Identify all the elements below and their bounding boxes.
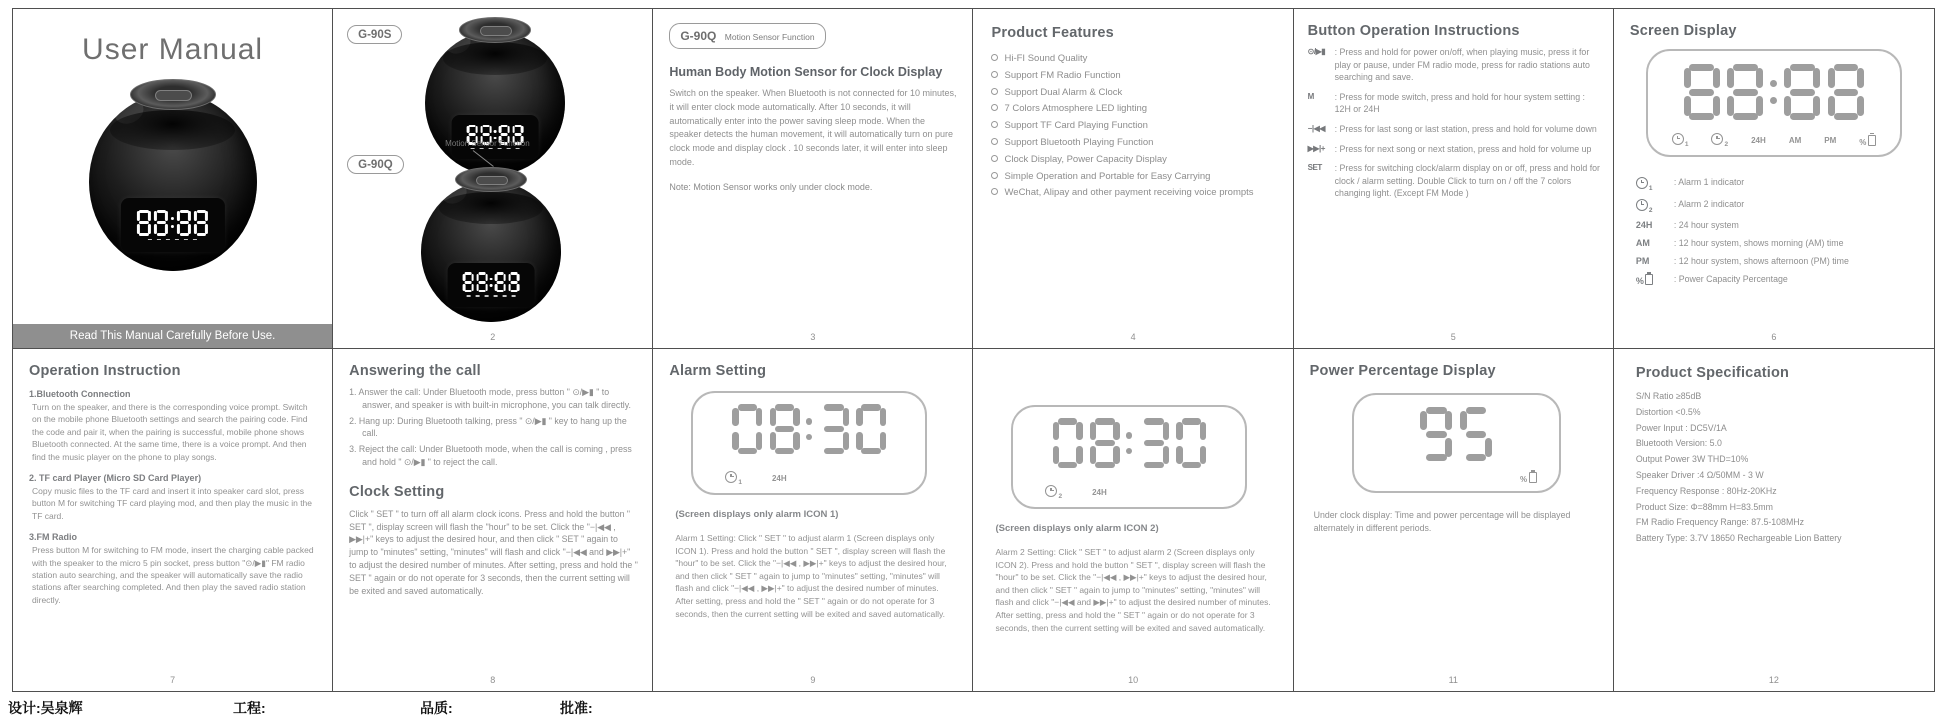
spec-row: Frequency Response : 80Hz-20KHz: [1635, 485, 1777, 496]
alarm1-indicator-icon: 1: [725, 471, 742, 486]
alarm1-body: Alarm 1 Setting: Click " SET " to adjust alarm 1 (Screen displays only ICON 1). Press and hold the button " SET ", display screen will flash the "hour" to be set. Click the "−|◀◀ , ▶▶|+" keys to adjust the desired hour, and then click " SET " again to jump to "minutes" setting, "minutes" will flash and click "−|◀◀ , ▶▶|+" to adjust the desired number of minutes. After setting, press and hold the " SET " again or do not operate for 3 seconds, then the current setting will be exited and saved automatically.: [675, 533, 947, 619]
alarm2-caption: (Screen displays only alarm ICON 2): [995, 523, 1159, 534]
speaker-top-ring: [459, 17, 531, 43]
lcd-alarm2-diagram: [1011, 405, 1247, 509]
motion-sensor-callout: Motion Sensor Function: [445, 139, 530, 148]
spec-row: Output Power 3W THD=10%: [1635, 454, 1749, 465]
24h-indicator: 24H: [1751, 136, 1766, 145]
motion-badge-text: Motion Sensor Function: [724, 32, 815, 42]
call-step: 3. Reject the call: Under Bluetooth mode, when the call is coming , press and hold " ⊙/▶▮ " to reject the call.: [349, 444, 632, 467]
spec-title: Product Specification: [1635, 365, 1790, 381]
page-number: 7: [170, 675, 176, 685]
page-number: 12: [1768, 675, 1779, 685]
speaker-indicator-ticks: [467, 295, 516, 297]
mode-button-icon: M: [1307, 91, 1314, 101]
spec-row: Battery Type: 3.7V 18650 Rechargeable Lion Battery: [1635, 533, 1842, 544]
page-number: 5: [1450, 332, 1456, 342]
spec-row: S/N Ratio ≥85dB: [1635, 391, 1702, 401]
cover-notice-band: [13, 324, 332, 348]
speaker-top-buttons: [476, 176, 507, 185]
cover-notice-text: Read This Manual Carefully Before Use.: [69, 330, 276, 342]
speaker-photo-g90q: [421, 167, 561, 322]
battery-percent-icon: %: [1859, 135, 1876, 147]
legend-row: PM : 12 hour system, shows afternoon (PM) time: [1635, 256, 1849, 266]
speaker-top-buttons: [480, 26, 511, 36]
spec-row: Bluetooth Version: 5.0: [1635, 438, 1722, 449]
buttons-title: Button Operation Instructions: [1307, 23, 1520, 39]
feature-bullet-icon: [991, 188, 998, 195]
lcd-power-diagram: [1352, 393, 1561, 493]
button-instruction: SET : Press for switching clock/alarm display on or off, press and hold for clock / alarm setting. Double Click to turn on / off the 7 colors changing light. (Except FM Mode ): [1307, 163, 1600, 199]
cover-title: User Manual: [82, 33, 264, 66]
panel-cover: [13, 9, 333, 349]
battery-percent-icon: %: [1636, 274, 1674, 286]
legend-row: $_2$ : Alarm 2 indicator: [1636, 199, 1918, 214]
motion-body: Switch on the speaker. When Bluetooth is not connected for 10 minutes, it will enter clock mode automatically. After 10 seconds, it will automatically enter into the power saving sleep mode. When the speaker detects the human movement, it will automatically turn on pure clock mode and display clock . 10 seconds later, it will enter into sleep mode.: [669, 88, 957, 167]
panel-grid: [12, 8, 1935, 692]
call-step: 1. Answer the call: Under Bluetooth mode, press button " ⊙/▶▮ " to answer, and speaker is with built-in microphone, you can talk directly.: [349, 387, 631, 410]
alarm2-indicator-icon: 2: [1045, 485, 1062, 500]
panel-specification: [1614, 349, 1934, 691]
set-button-label: SET: [1307, 163, 1322, 173]
legend-row: % : Power Capacity Percentage: [1635, 274, 1788, 286]
footer-quality: 品质:: [420, 700, 453, 716]
operation-title: Operation Instruction: [29, 363, 181, 379]
feature-bullet-icon: [991, 71, 998, 78]
battery-percent-icon: %: [1520, 472, 1537, 484]
clock-digits: [1680, 64, 1868, 120]
feature-bullet-icon: [991, 172, 998, 179]
alarm1-caption: (Screen displays only alarm ICON 1): [675, 509, 839, 520]
footer-designer: 设计:吴泉辉: [8, 700, 83, 716]
page-number: 3: [810, 332, 816, 342]
feature-item: WeChat, Alipay and other payment receiving voice prompts: [991, 185, 1280, 202]
motion-badge: [669, 23, 825, 49]
feature-bullet-icon: [991, 121, 998, 128]
spec-row: Distortion <0.5%: [1635, 406, 1701, 417]
legend-row: $_1$ : Alarm 1 indicator: [1636, 177, 1918, 192]
lcd-screen-diagram: [1646, 49, 1902, 157]
motion-badge-model: G-90Q: [680, 29, 717, 43]
page-number: 10: [1128, 675, 1139, 685]
button-instruction: −|◀◀ : Press for last song or last station, press and hold for volume down: [1307, 123, 1597, 134]
speaker-screen: [448, 263, 535, 306]
alarm2-indicator-icon: 2: [1636, 199, 1674, 214]
page-number: 8: [490, 675, 496, 685]
pm-indicator: PM: [1824, 136, 1837, 145]
panel-power: [1294, 349, 1614, 691]
page-number: 9: [810, 675, 816, 685]
button-instruction: ▶▶|+ : Press for next song or next station, press and hold for volume up: [1307, 143, 1592, 154]
alarm2-time-digits: [1049, 418, 1210, 468]
alarm1-indicator-icon: 1: [1672, 133, 1689, 148]
feature-item: Support Dual Alarm & Clock: [991, 85, 1280, 102]
feature-item: Support Bluetooth Playing Function: [991, 135, 1280, 152]
operation-section: 3.FM Radio Press button M for switching to FM mode, insert the charging cable packed with the speaker to the micro 5 pin socket, press button "⊙/▶▮" FM radio station auto searching, and the speaker will automatically save the radio stations after searching completed. And then play the saved radio station directly.: [29, 532, 314, 605]
panel-operation: [13, 349, 333, 691]
panel-button-operation: [1294, 9, 1614, 349]
speaker-clock-display: [462, 272, 521, 292]
operation-section: 2. TF card Player (Micro SD Card Player) Copy music files to the TF card and insert it into speaker card slot, press button M for switching TF card playing mod, and then play the music in the TF card.: [29, 473, 313, 521]
speaker-top-ring: [130, 79, 216, 110]
panel-alarm1: [653, 349, 973, 691]
speaker-clock-display: [135, 210, 210, 236]
power-percent-digits: [1416, 407, 1495, 461]
feature-bullet-icon: [991, 155, 998, 162]
power-play-icon: ⊙/▶▮: [1307, 47, 1326, 56]
speaker-grill: [439, 192, 543, 225]
clock-setting-title: Clock Setting: [349, 483, 445, 500]
lcd-indicator-row: [1045, 485, 1106, 500]
footer-approval: 批准:: [560, 700, 593, 716]
feature-bullet-icon: [991, 138, 998, 145]
spec-row: Product Size: Φ=88mm H=83.5mm: [1635, 501, 1773, 512]
legend-row: AM : 12 hour system, shows morning (AM) time: [1635, 238, 1844, 248]
motion-note: Note: Motion Sensor works only under clock mode.: [669, 181, 873, 192]
24h-indicator: 24H: [1092, 488, 1107, 497]
alarm1-indicator-icon: 1: [1636, 177, 1674, 192]
panel-call-clock: [333, 349, 653, 691]
am-indicator: AM: [1788, 136, 1802, 145]
footer-engineering: 工程:: [233, 700, 266, 716]
spec-row: Speaker Driver :4 Ω/50MM - 3 W: [1635, 469, 1764, 480]
page-number: 6: [1771, 332, 1777, 342]
speaker-screen: [452, 115, 539, 159]
screen-title: Screen Display: [1629, 23, 1737, 39]
feature-item: Simple Operation and Portable for Easy Carrying: [991, 169, 1280, 186]
call-step: 2. Hang up: During Bluetooth talking, press " ⊙/▶▮ " key to hang up the call.: [349, 415, 627, 439]
feature-item: Support TF Card Playing Function: [991, 118, 1280, 135]
speaker-photo-g90s: [425, 17, 565, 175]
next-track-icon: ▶▶|+: [1307, 143, 1325, 153]
speaker-top-buttons: [155, 90, 192, 101]
spec-row: Power Input : DC5V/1A: [1635, 422, 1727, 433]
clock-setting-body: Click " SET " to turn off all alarm clock icons. Press and hold the button " SET ", display screen will flash the "hour" to be set. Click the "−|◀◀ , ▶▶|+" keys to adjust the desired hour, and then click " SET " again to jump to "minutes" setting, "minutes" will flash and click "−|◀◀ and ▶▶|+" to adjust the desired number of minutes. After setting, press and hold the " SET " again or do not operate for 3 seconds, then the current setting will be exited and saved automatically.: [349, 508, 638, 596]
legend-row: 24H : 24 hour system: [1635, 220, 1739, 230]
feature-item: Hi-FI Sound Quality: [991, 51, 1280, 68]
prev-track-icon: −|◀◀: [1307, 123, 1325, 133]
speaker-indicator-ticks: [148, 239, 197, 241]
lcd-alarm1-diagram: [691, 391, 927, 495]
features-title: Product Features: [991, 25, 1114, 41]
motion-heading: Human Body Motion Sensor for Clock Display: [669, 65, 943, 79]
button-instruction: ⊙/▶▮ : Press and hold for power on/off, when playing music, press it for play or pause, under FM radio mode, press for radio stations auto searching and save.: [1307, 47, 1590, 83]
lcd-indicator-row: [1672, 133, 1876, 148]
feature-item: Clock Display, Power Capacity Display: [991, 152, 1280, 169]
button-instruction: M : Press for mode switch, press and hold for hour system setting : 12H or 24H: [1307, 91, 1585, 115]
model-badge-g90q: G-90Q: [347, 155, 404, 174]
feature-item: Support FM Radio Function: [991, 68, 1280, 85]
alarm2-body: Alarm 2 Setting: Click " SET " to adjust alarm 2 (Screen displays only ICON 2). Press and hold the button " SET ", display screen will flash the "hour" to be set. Click the "−|◀◀ , ▶▶|+" keys to adjust the desired hour, and then click " SET " again to jump to "minutes" setting, "minutes" will flash and click "−|◀◀ and ▶▶|+" to adjust the desired number of minutes. After setting, press and hold the " SET " again or do not operate for 3 seconds, then the current setting will be exited and saved automatically.: [995, 547, 1271, 633]
panel-models: [333, 9, 653, 349]
indicator-legend: [1636, 177, 1918, 286]
power-body: Under clock display: Time and power percentage will be displayed alternately in different periods.: [1313, 510, 1571, 534]
speaker-top-ring: [455, 167, 527, 192]
feature-bullet-icon: [991, 104, 998, 111]
alarm1-time-digits: [729, 404, 890, 454]
operation-section: 1.Bluetooth Connection Turn on the speaker, and there is the corresponding voice prompt. Switch on the mobile phone Bluetooth settings and search the pairing code. Find the code and pair it, when the pairing is successful, mobile phone shows Bluetooth connected. At the same time, there is a voice prompt. And then find the music player on the phone to play songs.: [29, 389, 308, 462]
feature-bullet-icon: [991, 54, 998, 61]
alarm2-indicator-icon: 2: [1711, 133, 1728, 148]
page-number: 11: [1448, 675, 1458, 685]
spec-row: FM Radio Frequency Range: 87.5-108MHz: [1635, 517, 1805, 528]
page-number: 2: [490, 332, 496, 342]
panel-motion-sensor: [653, 9, 973, 349]
speaker-screen: [121, 198, 225, 252]
call-title: Answering the call: [349, 363, 481, 379]
power-title: Power Percentage Display: [1309, 363, 1496, 379]
feature-item: 7 Colors Atmosphere LED lighting: [991, 101, 1280, 118]
panel-alarm2: [973, 349, 1293, 691]
speaker-grill: [110, 110, 234, 150]
feature-bullet-icon: [991, 88, 998, 95]
speaker-photo-cover: [89, 79, 257, 271]
page-number: 4: [1130, 332, 1136, 342]
alarm-title: Alarm Setting: [669, 363, 767, 379]
24h-indicator: 24H: [771, 474, 787, 483]
panel-features: [973, 9, 1293, 349]
model-badge-g90s: G-90S: [347, 25, 402, 44]
lcd-indicator-row: [725, 471, 786, 486]
panel-screen-display: [1614, 9, 1934, 349]
